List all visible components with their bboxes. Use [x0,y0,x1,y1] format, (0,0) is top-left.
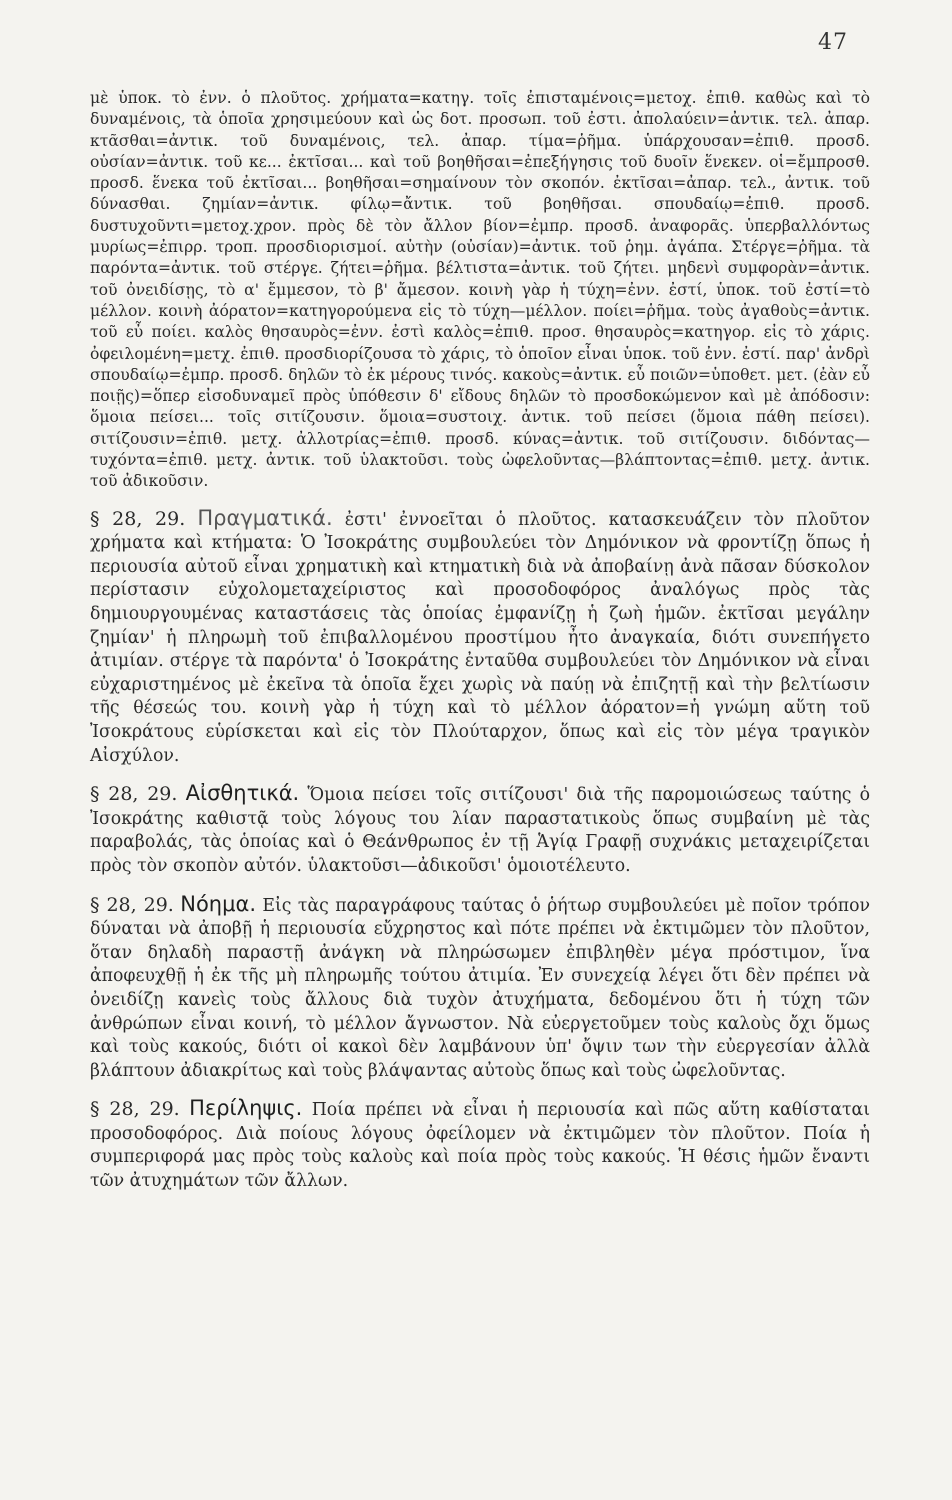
section-number: § 28, 29. [90,893,174,916]
section-body: ἐστι' ἐννοεῖται ὁ πλοῦτος. κατασκευάζειν τὸν πλοῦτον χρήματα καὶ κτήματα: Ὁ Ἰσοκράτης συμβουλεύει τὸν Δημόνικον νὰ φροντίζῃ ὅπως ἡ περιουσία αὐτοῦ εἶναι χρηματικὴ καὶ κτηματικὴ διὰ νὰ ἀποβαίνῃ ἀνὰ πᾶσαν δύσκολον περίστασιν εὐχολομεταχείριστος καὶ προσοδοφόρος ἀναλόγως πρὸς τὰς δημιουργουμένας καταστάσεις τὰς ὁποίας ἐμφανίζῃ ἡ ζωὴ ἡμῶν. ἐκτῖσαι μεγάλην ζημίαν' ἡ πληρωμὴ τοῦ ἐπιβαλλομένου προστίμου ἦτο ἀναγκαία, διότι συνεπήγετο ἀτιμίαν. στέργε τὰ παρόντα' ὁ Ἰσοκράτης ἐνταῦθα συμβουλεύει τὸν Δημόνικον νὰ εἶναι εὐχαριστημένος μὲ ἐκεῖνα τὰ ὁποῖα ἔχει χωρὶς νὰ παύῃ νὰ ἐπιζητῇ καὶ τὴν βελτίωσιν τῆς θέσεώς του. κοινὴ γὰρ ἡ τύχη καὶ τὸ μέλλον ἀόρατον=ἡ γνώμη αὕτη τοῦ Ἰσοκράτους εὑρίσκεται καὶ εἰς τὸν Πλούταρχον, ὅπως καὶ εἰς τὸν μέγα τραγικὸν Αἰσχύλον. [90,509,870,766]
section-number: § 28, 29. [90,783,178,806]
section-body: Εἰς τὰς παραγράφους ταύτας ὁ ῥήτωρ συμβουλεύει μὲ ποῖον τρόπον δύναται νὰ ἀποβῇ ἡ περιουσία εὔχρηστος καὶ πότε πρέπει νὰ ἐκτιμῶμεν τὸν πλοῦτον, ὅταν δηλαδὴ παραστῇ ἀνάγκη νὰ πληρώσωμεν ἐπιβληθὲν μέγα πρόστιμον, ἵνα ἀποφευχθῇ ἡ ἐκ τῆς μὴ πληρωμῆς τούτου ἀτιμία. Ἐν συνεχείᾳ λέγει ὅτι δὲν πρέπει νὰ ὀνειδίζῃ κανεὶς τοὺς ἄλλους διὰ τυχὸν ἀτυχήματα, δεδομένου ὅτι ἡ τύχη τῶν ἀνθρώπων εἶναι κοινή, τὸ μέλλον ἄγνωστον. Νὰ εὐεργετοῦμεν τοὺς καλοὺς ὄχι ὅμως καὶ τοὺς κακούς, διότι οἱ κακοὶ δὲν λαμβάνουν ὑπ' ὄψιν των τὴν εὐεργεσίαν ἀλλὰ βλάπτουν ἀδιακρίτως καὶ τοὺς βλάψαντας αὐτοὺς ὅπως καὶ τοὺς ὠφελοῦντας. [90,895,870,1081]
grammatical-notes: μὲ ὑποκ. τὸ ἐνν. ὁ πλοῦτος. χρήματα=κατηγ. τοῖς ἐπισταμένοις=μετοχ. ἐπιθ. καθὼς καὶ τὸ δυναμένοις, τὰ ὁποῖα χρησιμεύουν καὶ ὡς δοτ. προσωπ. τοῦ ἐστι. ἀπολαύειν=ἀντικ. τελ. ἀπαρ. κτᾶσθαι=ἀντικ. τοῦ δυναμένοις, τελ. ἀπαρ. τίμα=ῥῆμα. ὑπάρχουσαν=ἐπιθ. προσδ. οὐσίαν=ἀντικ. τοῦ κε... ἐκτῖσαι... καὶ τοῦ βοηθῆσαι=ἐπεξήγησις τοῦ δυοῖν ἕνεκεν. οἱ=ἔμπροσθ. προσδ. ἕνεκα τοῦ ἐκτῖσαι... βοηθῆσαι=σημαίνουν τὸν σκοπόν. ἐκτῖσαι=ἀπαρ. τελ., ἀντικ. τοῦ δύνασθαι. ζημίαν=ἀντικ. φίλῳ=ἄντικ. τοῦ βοηθῆσαι. σπουδαίῳ=ἐπιθ. προσδ. δυστυχοῦντι=μετοχ.χρον. πρὸς δὲ τὸν ἄλλον βίον=ἐμπρ. προσδ. ἀναφορᾶς. ὑπερβαλλόντως μυρίως=ἐπιρρ. τροπ. προσδιορισμοί. αὐτὴν (οὐσίαν)=ἀντικ. τοῦ ῥημ. ἀγάπα. Στέργε=ῥῆμα. τὰ παρόντα=ἀντικ. τοῦ στέργε. ζήτει=ῥῆμα. βέλτιστα=ἀντικ. τοῦ ζήτει. μηδενὶ συμφορὰν=ἀντικ. τοῦ ὀνειδίσῃς, τὸ α' ἔμμεσον, τὸ β' ἄμεσον. κοινὴ γὰρ ἡ τύχη=ἐνν. ἐστί, ὑποκ. τοῦ ἐστί=τὸ μέλλον. κοινὴ ἀόρατον=κατηγορούμενα εἰς τὸ τύχη—μέλλον. ποίει=ῥῆμα. τοὺς ἀγαθοὺς=ἀντικ. τοῦ εὖ ποίει. καλὸς θησαυρὸς=ἐνν. ἐστὶ καλὸς=ἐπιθ. προσ. θησαυρὸς=κατηγορ. εἰς τὸ χάρις. ὀφειλομένη=μετχ. ἐπιθ. προσδιορίζουσα τὸ χάρις, τὸ ὁποῖον εἶναι ὑποκ. τοῦ ἐνν. ἐστί. παρ' ἀνδρὶ σπουδαίῳ=ἐμπρ. προσδ. δηλῶν τὸ ἐκ μέρους τινός. κακοὺς=ἀντικ. εὖ ποιῶν=ὑποθετ. μετ. (ἐὰν εὖ ποιῇς)=ὅπερ εἰσοδυναμεῖ πρὸς ὑπόθεσιν δ' εἴδους δηλῶν τὸ προσδοκώμενον καὶ μὲ ἀπόδοσιν: ὅμοια πείσει... τοῖς σιτίζουσιν. ὅμοια=συστοιχ. ἀντικ. τοῦ πείσει (ὅμοια πάθη πείσει). σιτίζουσιν=ἐπιθ. μετχ. ἀλλοτρίας=ἐπιθ. προσδ. κύνας=ἀντικ. τοῦ σιτίζουσιν. διδόντας—τυχόντα=ἐπιθ. μετχ. ἀντικ. τοῦ ὑλακτοῦσι. τοὺς ὠφελοῦντας—βλάπτοντας=ἐπιθ. μετχ. ἀντικ. τοῦ ἀδικοῦσιν. [90,89,870,491]
section-title: Περίληψις. [189,1096,303,1121]
section-title: Πραγματικά. [197,505,333,530]
section-pragmatika [90,507,870,769]
section-body: Ὅμοια πείσει τοῖς σιτίζουσι' διὰ τῆς παρομοιώσεως ταύτης ὁ Ἰσοκράτης καθιστᾷ τοὺς λόγους του λίαν παραστατικοὺς ὅπως συμβαίνη μὲ τὰς παραβολάς, τὰς ὁποίας καὶ ὁ Θεάνθρωπος ἐν τῇ Ἁγίᾳ Γραφῇ συχνάκις μεταχειρίζεται πρὸς τὸν σκοπὸν αὐτόν. ὑλακτοῦσι—ἀδικοῦσι' ὁμοιοτέλευτο. [90,785,871,876]
section-title: Αἰσθητικά. [185,781,300,806]
section-perilipsis [90,1097,870,1193]
text-block [90,88,870,1194]
section-number: § 28, 29. [90,1098,180,1121]
section-noima [90,893,870,1084]
page-number: 47 [818,30,848,55]
section-aisthitika [90,782,870,878]
section-title: Νόημα. [180,891,256,916]
section-body: Ποία πρέπει νὰ εἶναι ἡ περιουσία καὶ πῶς αὕτη καθίσταται προσοδοφόρος. Διὰ ποίους λόγους ὀφείλομεν νὰ ἐκτιμῶμεν τὸν πλοῦτον. Ποία ἡ συμπεριφορά μας πρὸς τοὺς καλοὺς καὶ ποία πρὸς τοὺς κακούς. Ἡ θέσις ἡμῶν ἔναντι τῶν ἀτυχημάτων τῶν ἄλλων. [90,1100,870,1192]
section-number: § 28, 29. [90,507,186,530]
